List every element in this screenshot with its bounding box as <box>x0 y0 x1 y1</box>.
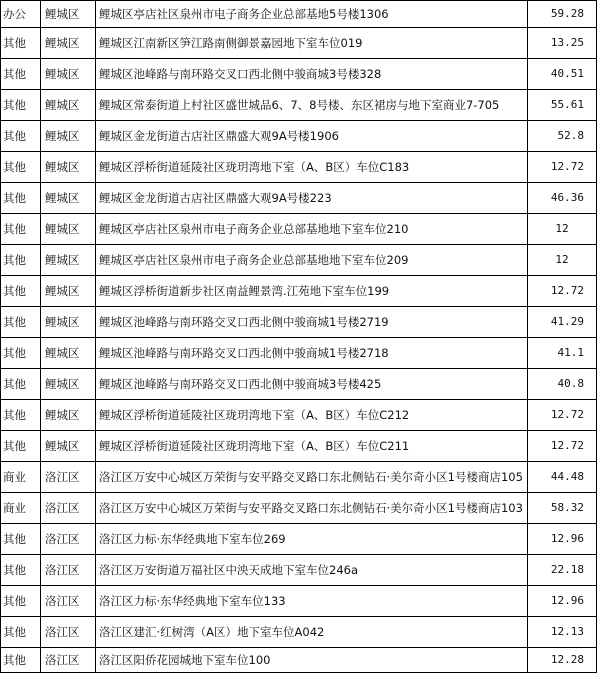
table-row <box>1 59 597 90</box>
cell-district: 洛江区 <box>41 617 96 648</box>
table-row <box>1 28 597 59</box>
cell-address: 洛江区力标·东华经典地下室车位133 <box>96 586 528 617</box>
table-row <box>1 214 597 245</box>
cell-district: 洛江区 <box>41 524 96 555</box>
table-row <box>1 121 597 152</box>
cell-area: 52.8 <box>528 121 597 152</box>
table-row <box>1 90 597 121</box>
table-row <box>1 524 597 555</box>
cell-area: 40.8 <box>528 369 597 400</box>
cell-area: 41.1 <box>528 338 597 369</box>
cell-address: 鲤城区池峰路与南环路交叉口西北侧中骏商城3号楼425 <box>96 369 528 400</box>
cell-type: 商业 <box>1 462 41 493</box>
table-row <box>1 369 597 400</box>
cell-area: 12.96 <box>528 524 597 555</box>
table-body <box>1 1 597 673</box>
table-row <box>1 586 597 617</box>
cell-type: 其他 <box>1 617 41 648</box>
cell-area: 12.13 <box>528 617 597 648</box>
cell-district: 鲤城区 <box>41 152 96 183</box>
cell-district: 鲤城区 <box>41 338 96 369</box>
cell-type: 其他 <box>1 183 41 214</box>
cell-area: 44.48 <box>528 462 597 493</box>
cell-district: 鲤城区 <box>41 90 96 121</box>
cell-type: 其他 <box>1 28 41 59</box>
cell-district: 鲤城区 <box>41 431 96 462</box>
cell-type: 其他 <box>1 152 41 183</box>
cell-type: 其他 <box>1 338 41 369</box>
cell-area: 12.72 <box>528 400 597 431</box>
cell-area: 40.51 <box>528 59 597 90</box>
cell-area: 12 <box>528 245 597 276</box>
table-row <box>1 555 597 586</box>
cell-area: 12.72 <box>528 152 597 183</box>
cell-district: 洛江区 <box>41 493 96 524</box>
cell-address: 鲤城区亭店社区泉州市电子商务企业总部基地5号楼1306 <box>96 1 528 28</box>
cell-district: 洛江区 <box>41 586 96 617</box>
cell-address: 鲤城区亭店社区泉州市电子商务企业总部基地地下室车位209 <box>96 245 528 276</box>
cell-district: 鲤城区 <box>41 59 96 90</box>
cell-address: 鲤城区池峰路与南环路交叉口西北侧中骏商城3号楼328 <box>96 59 528 90</box>
cell-address: 洛江区万安街道万福社区中泱天成地下室车位246a <box>96 555 528 586</box>
cell-district: 鲤城区 <box>41 245 96 276</box>
cell-area: 41.29 <box>528 307 597 338</box>
cell-address: 鲤城区金龙街道古店社区鼎盛大观9A号楼223 <box>96 183 528 214</box>
cell-address: 鲤城区亭店社区泉州市电子商务企业总部基地地下室车位210 <box>96 214 528 245</box>
cell-area: 12.28 <box>528 648 597 673</box>
table-row <box>1 462 597 493</box>
cell-area: 12.72 <box>528 431 597 462</box>
cell-address: 鲤城区浮桥街道延陵社区珑玥湾地下室（A、B区）车位C212 <box>96 400 528 431</box>
cell-type: 其他 <box>1 524 41 555</box>
cell-type: 办公 <box>1 1 41 28</box>
cell-district: 洛江区 <box>41 555 96 586</box>
cell-type: 其他 <box>1 648 41 673</box>
cell-address: 鲤城区池峰路与南环路交叉口西北侧中骏商城1号楼2719 <box>96 307 528 338</box>
cell-address: 鲤城区浮桥街道延陵社区珑玥湾地下室（A、B区）车位C211 <box>96 431 528 462</box>
cell-type: 其他 <box>1 555 41 586</box>
cell-address: 洛江区万安中心城区万荣街与安平路交叉路口东北侧钻石·美尔奇小区1号楼商店103 <box>96 493 528 524</box>
cell-district: 鲤城区 <box>41 183 96 214</box>
cell-type: 其他 <box>1 59 41 90</box>
cell-area: 12.96 <box>528 586 597 617</box>
cell-area: 46.36 <box>528 183 597 214</box>
cell-area: 55.61 <box>528 90 597 121</box>
table-row <box>1 276 597 307</box>
cell-district: 鲤城区 <box>41 276 96 307</box>
cell-area: 22.18 <box>528 555 597 586</box>
cell-type: 其他 <box>1 121 41 152</box>
table-row <box>1 400 597 431</box>
cell-type: 其他 <box>1 307 41 338</box>
cell-district: 鲤城区 <box>41 1 96 28</box>
cell-type: 其他 <box>1 90 41 121</box>
table-row <box>1 307 597 338</box>
cell-address: 洛江区万安中心城区万荣街与安平路交叉路口东北侧钻石·美尔奇小区1号楼商店105 <box>96 462 528 493</box>
cell-address: 洛江区阳侨花园城地下室车位100 <box>96 648 528 673</box>
table-row <box>1 183 597 214</box>
cell-district: 鲤城区 <box>41 214 96 245</box>
table-row <box>1 431 597 462</box>
cell-type: 其他 <box>1 369 41 400</box>
cell-address: 鲤城区浮桥街道延陵社区珑玥湾地下室（A、B区）车位C183 <box>96 152 528 183</box>
cell-area: 12.72 <box>528 276 597 307</box>
cell-district: 鲤城区 <box>41 307 96 338</box>
cell-type: 其他 <box>1 245 41 276</box>
table-row <box>1 617 597 648</box>
cell-area: 13.25 <box>528 28 597 59</box>
cell-type: 其他 <box>1 214 41 245</box>
cell-district: 洛江区 <box>41 648 96 673</box>
cell-address: 洛江区建汇·红树湾（A区）地下室车位A042 <box>96 617 528 648</box>
cell-address: 鲤城区金龙街道古店社区鼎盛大观9A号楼1906 <box>96 121 528 152</box>
table-row <box>1 245 597 276</box>
table-row <box>1 493 597 524</box>
cell-type: 其他 <box>1 276 41 307</box>
table-row <box>1 648 597 673</box>
cell-address: 鲤城区常泰街道上村社区盛世城品6、7、8号楼、东区裙房与地下室商业7-705 <box>96 90 528 121</box>
cell-type: 其他 <box>1 400 41 431</box>
table-row <box>1 152 597 183</box>
cell-type: 其他 <box>1 431 41 462</box>
cell-address: 鲤城区浮桥街道新步社区南益鲤景湾.江苑地下室车位199 <box>96 276 528 307</box>
cell-address: 洛江区力标·东华经典地下室车位269 <box>96 524 528 555</box>
cell-area: 59.28 <box>528 1 597 28</box>
table-row <box>1 338 597 369</box>
cell-district: 鲤城区 <box>41 28 96 59</box>
table-row <box>1 1 597 28</box>
cell-type: 其他 <box>1 586 41 617</box>
cell-district: 鲤城区 <box>41 400 96 431</box>
cell-district: 洛江区 <box>41 462 96 493</box>
cell-address: 鲤城区池峰路与南环路交叉口西北侧中骏商城1号楼2718 <box>96 338 528 369</box>
cell-type: 商业 <box>1 493 41 524</box>
cell-area: 12 <box>528 214 597 245</box>
cell-district: 鲤城区 <box>41 369 96 400</box>
cell-area: 58.32 <box>528 493 597 524</box>
cell-address: 鲤城区江南新区笋江路南侧御景嘉园地下室车位019 <box>96 28 528 59</box>
cell-district: 鲤城区 <box>41 121 96 152</box>
